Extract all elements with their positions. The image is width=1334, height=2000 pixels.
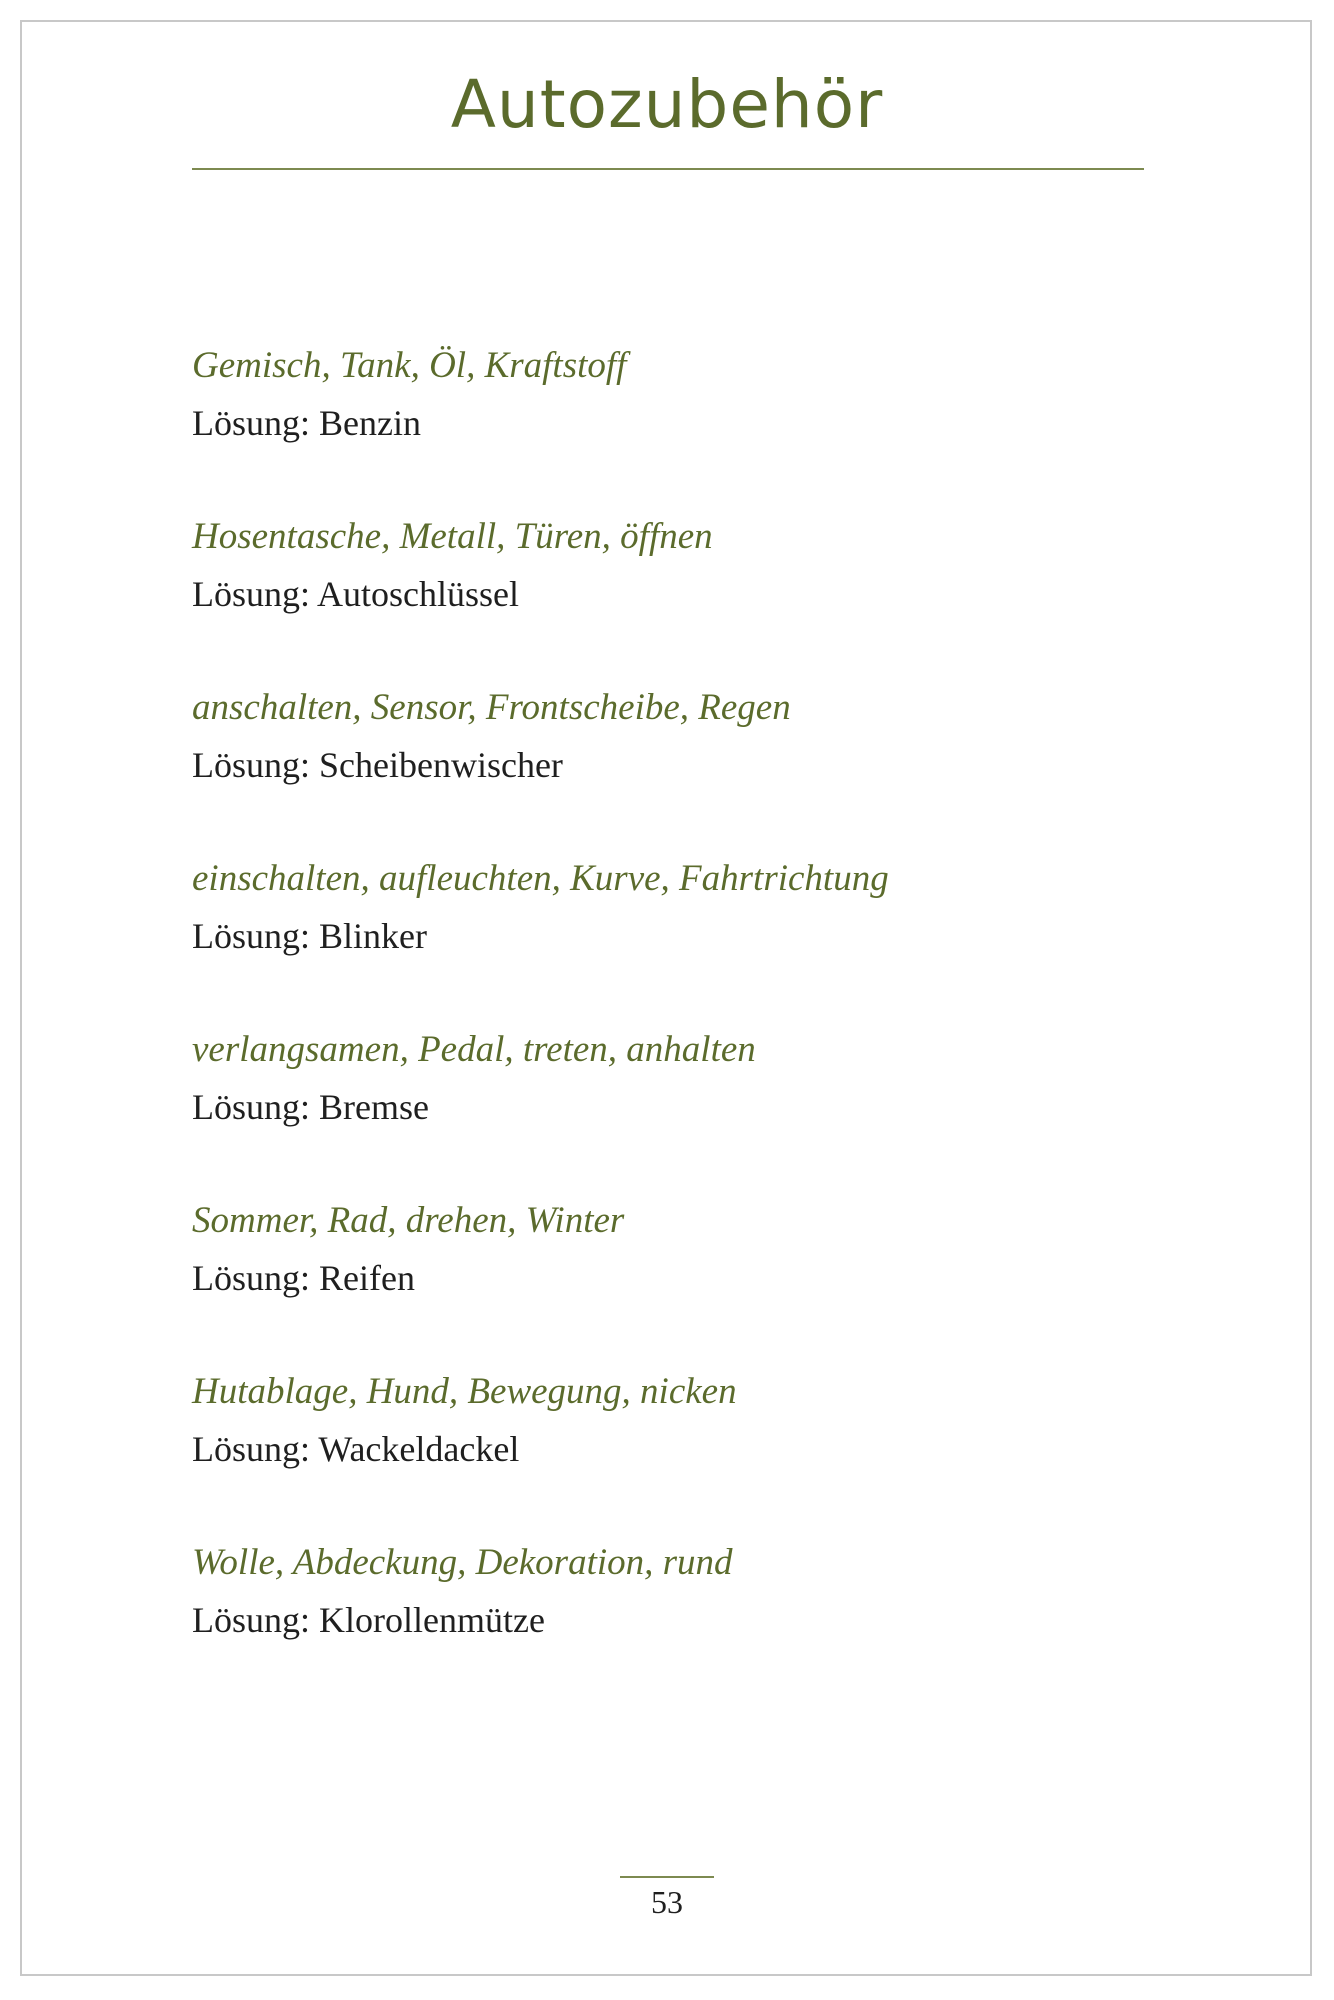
footer-divider xyxy=(620,1876,714,1878)
riddle-clue: Sommer, Rad, drehen, Winter xyxy=(192,1200,625,1241)
riddle-solution: Lösung: Scheibenwischer xyxy=(192,745,563,785)
riddle-entry xyxy=(192,1364,1142,1535)
riddle-solution: Lösung: Blinker xyxy=(192,916,427,956)
riddle-solution: Lösung: Bremse xyxy=(192,1087,429,1127)
riddle-entry xyxy=(192,338,1142,509)
riddle-entry xyxy=(192,1193,1142,1364)
riddle-entry xyxy=(192,1022,1142,1193)
riddle-solution: Lösung: Autoschlüssel xyxy=(192,574,520,614)
riddle-entry xyxy=(192,851,1142,1022)
riddle-solution: Lösung: Reifen xyxy=(192,1258,415,1298)
riddle-clue: Hosentasche, Metall, Türen, öffnen xyxy=(192,516,713,557)
riddle-clue: anschalten, Sensor, Frontscheibe, Regen xyxy=(192,687,791,728)
riddle-clue: einschalten, aufleuchten, Kurve, Fahrtrichtung xyxy=(192,858,889,899)
riddle-clue: Wolle, Abdeckung, Dekoration, rund xyxy=(192,1542,733,1583)
riddle-solution: Lösung: Klorollenmütze xyxy=(192,1600,545,1640)
riddle-clue: verlangsamen, Pedal, treten, anhalten xyxy=(192,1029,756,1070)
riddle-entry xyxy=(192,509,1142,680)
page-title: Autozubehör xyxy=(450,66,884,143)
riddle-solution: Lösung: Wackeldackel xyxy=(192,1429,520,1469)
riddle-clue: Hutablage, Hund, Bewegung, nicken xyxy=(192,1371,737,1412)
riddle-solution: Lösung: Benzin xyxy=(192,403,421,443)
riddle-entry xyxy=(192,680,1142,851)
title-divider xyxy=(192,168,1144,170)
riddle-clue: Gemisch, Tank, Öl, Kraftstoff xyxy=(192,345,627,386)
riddle-list xyxy=(192,338,1142,1706)
riddle-entry xyxy=(192,1535,1142,1706)
page-number: 53 xyxy=(651,1884,683,1920)
